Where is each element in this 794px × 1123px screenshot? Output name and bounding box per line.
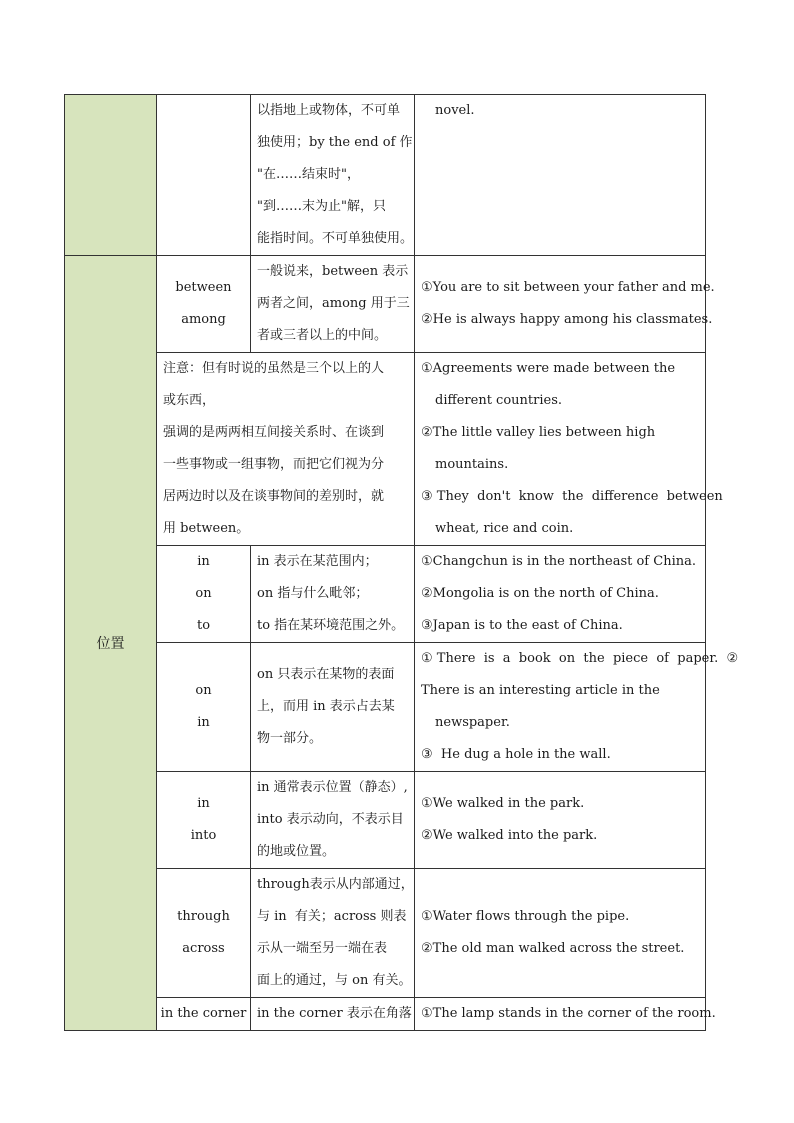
example-line: ① There is a book on the piece of paper. ② xyxy=(421,651,739,666)
explanation-line: 能指时间。不可单独使用。 xyxy=(257,231,414,246)
example-cell xyxy=(415,643,739,772)
word-line: to xyxy=(196,618,211,633)
example-line: ①Changchun is in the northeast of China. xyxy=(421,554,696,569)
explanation-line: on 指与什么毗邻； xyxy=(257,586,369,601)
note-line: 注意：但有时说的虽然是三个以上的人 xyxy=(163,361,385,376)
explanation-cell xyxy=(251,998,415,1031)
example-cell xyxy=(415,353,723,546)
example-cell xyxy=(415,95,706,256)
word-line: into xyxy=(190,828,217,843)
word-line: in xyxy=(197,796,210,811)
explanation-line: 物一部分。 xyxy=(257,731,323,746)
example-line: newspaper. xyxy=(435,715,510,730)
example-cell xyxy=(415,869,706,998)
category-cell-empty xyxy=(65,95,157,256)
example-line: ①Water flows through the pipe. xyxy=(421,909,630,924)
example-line: ①Agreements were made between the xyxy=(421,361,676,376)
word-cell xyxy=(157,998,251,1031)
example-line: ③Japan is to the east of China. xyxy=(421,618,623,633)
example-line: ①You are to sit between your father and me. xyxy=(421,280,715,295)
explanation-cell xyxy=(251,869,415,998)
explanation-cell xyxy=(251,772,415,869)
explanation-line: 面上的通过，与 on 有关。 xyxy=(257,973,412,988)
example-line: ①The lamp stands in the corner of the room. xyxy=(421,1006,716,1021)
explanation-line: 上，而用 in 表示占去某 xyxy=(257,699,395,714)
explanation-line: "到……末为止"解，只 xyxy=(257,199,386,214)
note-line: 用 between。 xyxy=(163,521,250,536)
word-line: among xyxy=(181,312,226,327)
explanation-line: on 只表示在某物的表面 xyxy=(257,667,395,682)
explanation-line: into 表示动向，不表示目 xyxy=(257,812,404,827)
explanation-line: in 通常表示位置（静态）, xyxy=(257,780,408,795)
table-row xyxy=(65,772,706,869)
note-line: 或东西， xyxy=(163,393,216,408)
explanation-cell xyxy=(251,643,415,772)
word-line: in the corner xyxy=(160,1006,247,1021)
explanation-line: to 指在某环境范围之外。 xyxy=(257,618,405,633)
note-line: 一些事物或一组事物，而把它们视为分 xyxy=(163,457,385,472)
word-line: on xyxy=(195,586,212,601)
example-line: different countries. xyxy=(435,393,562,408)
explanation-line: 的地或位置。 xyxy=(257,844,336,859)
table-row xyxy=(65,643,706,772)
example-cell xyxy=(415,998,716,1031)
example-line: ②The old man walked across the street. xyxy=(421,941,685,956)
word-line: across xyxy=(182,941,225,956)
example-line: mountains. xyxy=(435,457,509,472)
table-row xyxy=(65,546,706,643)
word-line: through xyxy=(177,909,230,924)
example-cell xyxy=(415,256,715,353)
explanation-cell xyxy=(251,95,415,256)
example-cell xyxy=(415,772,706,869)
example-line: ②We walked into the park. xyxy=(421,828,598,843)
explanation-line: 两者之间，among 用于三 xyxy=(257,296,410,311)
example-line: ③ They don't know the difference between xyxy=(421,489,723,504)
table-row xyxy=(65,353,706,546)
word-cell xyxy=(157,256,251,353)
table-row xyxy=(65,256,706,353)
example-line: ②The little valley lies between high xyxy=(421,425,656,440)
explanation-line: through表示从内部通过， xyxy=(257,877,414,892)
example-line: novel. xyxy=(435,103,475,118)
word-line: on xyxy=(195,683,212,698)
category-cell: 位置 xyxy=(65,256,157,1031)
explanation-line: 一般说来，between 表示 xyxy=(257,264,409,279)
word-cell xyxy=(157,869,251,998)
note-line: 居两边时以及在谈事物间的差别时，就 xyxy=(163,489,385,504)
word-line: in xyxy=(197,554,210,569)
table-row xyxy=(65,869,706,998)
word-cell xyxy=(157,546,251,643)
example-line: ①We walked in the park. xyxy=(421,796,585,811)
explanation-cell xyxy=(251,256,415,353)
explanation-line: 独使用；by the end of 作 xyxy=(257,135,413,150)
example-line: ②He is always happy among his classmates. xyxy=(421,312,713,327)
explanation-line: 以指地上或物体，不可单 xyxy=(257,103,401,118)
example-line: wheat, rice and coin. xyxy=(435,521,574,536)
word-line: between xyxy=(175,280,232,295)
example-line: ③ He dug a hole in the wall. xyxy=(421,747,611,762)
word-cell xyxy=(157,643,251,772)
note-line: 强调的是两两相互间接关系时、在谈到 xyxy=(163,425,385,440)
explanation-line: "在……结束时"， xyxy=(257,167,360,182)
explanation-line: in the corner 表示在角落 xyxy=(257,1006,412,1021)
explanation-line: 者或三者以上的中间。 xyxy=(257,328,388,343)
table-row xyxy=(65,998,706,1031)
explanation-line: 与 in 有关；across 则表 xyxy=(257,909,407,924)
note-cell xyxy=(157,353,415,546)
example-cell xyxy=(415,546,706,643)
explanation-cell xyxy=(251,546,415,643)
word-line: in xyxy=(197,715,210,730)
word-cell xyxy=(157,772,251,869)
example-line: There is an interesting article in the xyxy=(421,683,660,698)
grammar-table xyxy=(64,94,739,1031)
table-row xyxy=(65,95,706,256)
explanation-line: 示从一端至另一端在表 xyxy=(257,941,388,956)
explanation-line: in 表示在某范围内； xyxy=(257,554,378,569)
example-line: ②Mongolia is on the north of China. xyxy=(421,586,659,601)
word-cell-empty xyxy=(157,95,251,256)
